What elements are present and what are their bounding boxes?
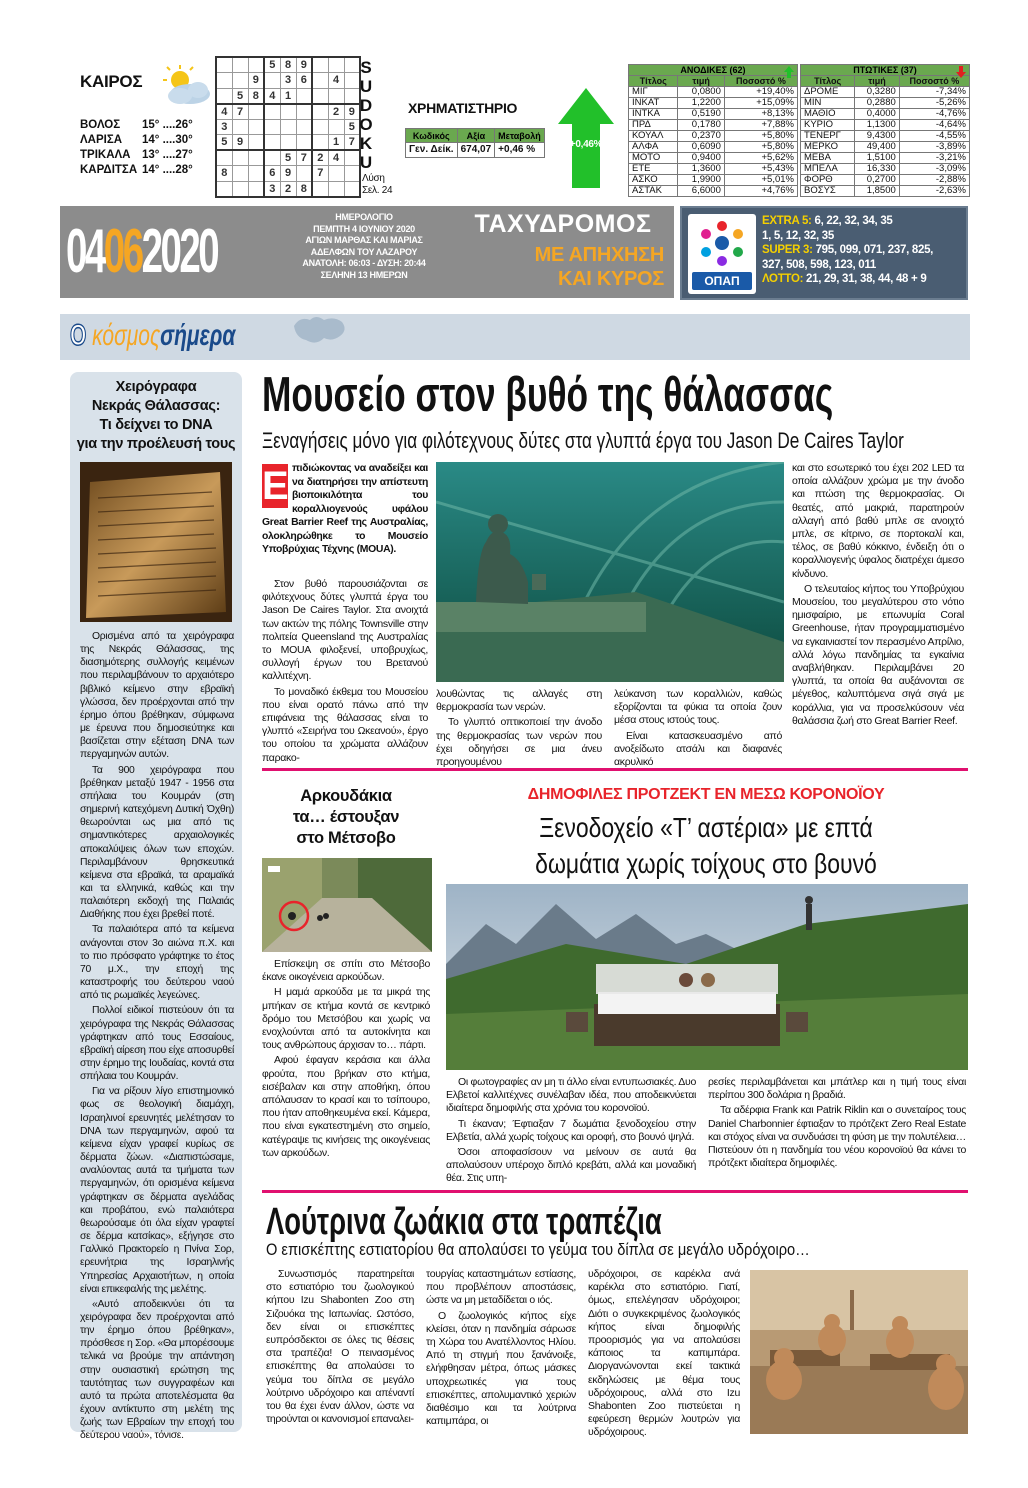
sudoku-cell	[312, 135, 328, 151]
section-divider	[262, 768, 968, 771]
paragraph: Πολλοί ειδικοί πιστεύουν ότι τα χειρόγραφα της Νεκράς Θάλασσας γράφτηκαν από τους Εσσαίους, εβραϊκή αίρεση που είχε αποσυρθεί στην έρημο της Ιουδαίας, κοντά στα σπήλαια του Κουμράν.	[80, 1005, 234, 1083]
sudoku-cell	[216, 150, 232, 166]
gainers-table	[628, 64, 798, 197]
gainers-cell: 0,1780	[678, 120, 724, 131]
losers-cell: -3,09%	[899, 164, 969, 175]
paragraph: λεύκανση των κοραλλιών, καθώς εξορίζονται τα φύκια τα οποία ζουν μέσα στους ιστούς τους.	[614, 688, 782, 727]
section-title-o: Ο	[70, 319, 87, 352]
weather-city: ΚΑΡΔΙΤΣΑ	[80, 164, 138, 176]
losers-header: Ποσοστό %	[899, 76, 969, 87]
market-header: Αξία	[457, 129, 495, 143]
sudoku-cell: 5	[264, 57, 280, 73]
weather-city: ΒΟΛΟΣ	[80, 119, 121, 131]
paragraph: Στον βυθό παρουσιάζονται σε φιλότεχνους δύτες γλυπτά έργα του Jason De Caires Taylor. Στα ανοιχτά των ακτών της πόλης Townsville στην πολιτεία Queensland της Αυστραλίας το MOUA φιλοξενεί, υποβρυχίως, συλλογή έργων του Βρετανού καλλιτέχνη.	[262, 578, 428, 683]
open-air-hotel-bed-photo	[446, 884, 968, 1070]
gainers-cell: ΑΣΚΟ	[629, 175, 678, 186]
gainers-title: ΑΝΟΔΙΚΕΣ (62)	[629, 65, 798, 76]
losers-cell: -7,34%	[899, 87, 969, 98]
museum-col2	[436, 688, 602, 771]
table-row	[801, 153, 970, 164]
market-index-change: +0,46 %	[495, 143, 545, 158]
sudoku-solution-page: Σελ. 24	[362, 185, 393, 196]
sudoku-cell: 8	[248, 88, 264, 104]
sudoku-cell	[264, 150, 280, 166]
courier-box	[452, 206, 674, 298]
losers-cell: -4,55%	[899, 131, 969, 142]
sudoku-letter: D	[359, 96, 373, 115]
sudoku-word	[358, 58, 374, 172]
gainers-cell: +5,62%	[724, 153, 797, 164]
sudoku-cell	[312, 181, 328, 197]
title-line: στο Μέτσοβο	[296, 829, 396, 847]
sudoku-cell: 8	[216, 166, 232, 182]
title-line: για την προέλευσή τους	[76, 436, 236, 452]
sudoku-cell	[248, 150, 264, 166]
losers-cell: 49,400	[855, 142, 900, 153]
weather-list	[80, 118, 215, 178]
weather-temp: 14° ....30°	[142, 134, 193, 146]
table-row	[801, 164, 970, 175]
sudoku-cell: 7	[296, 150, 312, 166]
title-line: ΣΕΛΗΝΗ 13 ΗΜΕΡΩΝ	[320, 269, 408, 280]
paragraph: Η μαμά αρκούδα με τα μικρά της μπήκαν σε κτήμα κοντά σε κεντρικό δρόμο του Μετσόβου και χωρίς να ενοχλούνται από τα αυτοκίνητα και τους ανθρώπους άρχισαν το… πάρτι.	[262, 986, 430, 1052]
paragraph: Τα 900 χειρόγραφα που βρέθηκαν μεταξύ 1947 - 1956 στα σπήλαια του Κουμράν (στη σημερινή κατεχόμενη Δυτική Όχθη) θεωρούνται ως μια από τις σημαντικότερες αρχαιολογικές αποκαλύψεις όλων των εποχών. Περιλαμβάνουν θρησκευτικά κείμενα στα εβραϊκά, τα αραμαϊκά και τα ελληνικά, καθώς και την παλαιότερη εκδοχή της Παλαιάς Διαθήκης που έχει βρεθεί ποτέ.	[80, 764, 234, 921]
sudoku-cell: 7	[312, 166, 328, 182]
gainers-cell: 0,0800	[678, 87, 724, 98]
super3-numbers: 795, 099, 071, 237, 825,	[815, 244, 934, 256]
sudoku-cell	[328, 166, 344, 182]
sudoku-cell	[232, 181, 248, 197]
losers-cell: -4,64%	[899, 120, 969, 131]
table-row	[629, 153, 798, 164]
sudoku-cell: 5	[344, 119, 360, 135]
sudoku-cell: 2	[280, 181, 296, 197]
losers-title: ΠΤΩΤΙΚΕΣ (37)	[801, 65, 970, 76]
losers-cell: ΜΕΒΑ	[801, 153, 855, 164]
table-row	[801, 87, 970, 98]
table-row	[629, 164, 798, 175]
weather-temp: 15° ....26°	[142, 119, 193, 131]
losers-cell: ΦΟΡΘ	[801, 175, 855, 186]
super3-label: SUPER 3:	[762, 244, 813, 256]
gainers-cell: ΜΟΤΟ	[629, 153, 678, 164]
sudoku-cell: 5	[232, 88, 248, 104]
market-change-label: +0,46%	[569, 139, 603, 150]
paragraph: Ο τελευταίος κήπος του Υποβρύχιου Μουσείου, του μεγαλύτερου στο νότιο ημισφαίριο, με επωνυμία Coral Greenhouse, ήταν προγραμματισμένο να εγκαινιαστεί τον περασμένο Απρίλιο, αλλά λόγω πανδημίας τα εγκαίνια αναβλήθηκαν. Περιλαμβάνει 20 γλυπτά, τα οποία θα αυξάνονται σε μέγεθος, καλυπτόμενα σιγά σιγά με κοράλλια, για να προσελκύσουν νέα θαλάσσια ζωή στο Great Barrier Reef.	[792, 582, 965, 727]
museum-lead	[262, 462, 428, 557]
losers-cell: 1,1300	[855, 120, 900, 131]
losers-cell: -5,26%	[899, 98, 969, 109]
sudoku-cell: 2	[312, 150, 328, 166]
sudoku-cell	[296, 166, 312, 182]
sudoku-cell	[216, 73, 232, 89]
sudoku-letter: U	[359, 77, 373, 96]
table-row	[629, 87, 798, 98]
sudoku-cell	[312, 73, 328, 89]
gainers-cell: +4,76%	[724, 186, 797, 197]
paragraph: Συνωστισμός παρατηρείται στο εστιατόριο του ζωολογικού κήπου Izu Shabonten Zoo στη Σιζουόκα της Ιαπωνίας. Ωστόσο, δεν είναι οι επισκέπτες ευπρόσδεκτοι σε όλες τις θέσεις στα τραπέζια! Ο πεινασμένος επισκέπτης θα απολαύσει το γεύμα του δίπλα σε μεγάλο λούτρινο υδρόχοιρο και απέναντί του θα έχει έναν άλλον, ώστε να τηρούνται οι κανονισμοί επαναλει-	[266, 1268, 414, 1426]
opap-box	[680, 206, 968, 300]
gainers-cell: ΙΝΚΑΤ	[629, 98, 678, 109]
sudoku-cell: 7	[232, 104, 248, 120]
sudoku-cell: 9	[296, 57, 312, 73]
dead-sea-scroll-photo	[80, 462, 232, 622]
sudoku-cell	[296, 135, 312, 151]
section-title-kosmos: κόσμος	[92, 319, 161, 352]
sudoku-cell	[280, 119, 296, 135]
table-row	[629, 109, 798, 120]
section-title	[70, 316, 235, 356]
sudoku-cell: 9	[344, 104, 360, 120]
lotto-numbers: 21, 29, 31, 38, 44, 48 + 9	[806, 273, 927, 285]
calendar-info	[284, 212, 444, 281]
sudoku-solution-label: Λύση	[362, 173, 385, 184]
sudoku-cell	[248, 57, 264, 73]
losers-cell: ΤΕΝΕΡΓ	[801, 131, 855, 142]
otters-subhead: Ο επισκέπτης εστιατορίου θα απολαύσει το γεύμα του δίπλα σε μεγάλο υδρόχοιρο…	[266, 1240, 810, 1259]
sudoku-cell	[296, 88, 312, 104]
sudoku-cell	[296, 104, 312, 120]
sudoku-cell	[328, 57, 344, 73]
bears-body	[262, 958, 430, 1162]
hotel-headline-2: δωμάτια χωρίς τοίχους στο βουνό	[535, 848, 877, 879]
paragraph: Τα παλαιότερα από τα κείμενα ανάγονται στον 3ο αιώνα π.Χ. και το πιο πρόσφατο γράφτηκε το έτος 70 μ.Χ., την εποχή της καταστροφής του δεύτερου ναού από τις ρωμαϊκές λεγεώνες.	[80, 924, 234, 1002]
sudoku-cell	[216, 181, 232, 197]
table-row	[801, 186, 970, 197]
paragraph: Ο ζωολογικός κήπος είχε κλείσει, όταν η πανδημία σάρωσε τη Χώρα του Ανατέλλοντος Ηλίου. Από τη στιγμή που ξανάνοιξε, ελήφθησαν μέτρα, όπως μάσκες υποχρεωτικές για τους επισκέπτες, απολυμαντικό χεριών διαθέσιμο και τα λούτρινα καπιμπάρα, οι	[426, 1309, 576, 1428]
gainers-header: Ποσοστό %	[724, 76, 797, 87]
sudoku-cell: 4	[328, 73, 344, 89]
otters-col2	[426, 1268, 576, 1430]
courier-line1: ΜΕ ΑΠΗΧΗΣΗ	[534, 244, 664, 266]
gainers-cell: +15,09%	[724, 98, 797, 109]
sudoku-cell	[248, 135, 264, 151]
gainers-cell: 1,2200	[678, 98, 724, 109]
paragraph: Οι φωτογραφίες αν μη τι άλλο είναι εντυπωσιακές. Δυο Ελβετοί καλλιτέχνες συνέλαβαν ιδέα, που αποδεικνύεται ιδιαίτερα δημοφιλής στα χρόνια του κορονοϊού.	[446, 1076, 696, 1115]
sudoku-cell: 9	[280, 166, 296, 182]
title-line: Χειρόγραφα	[115, 379, 197, 395]
table-row	[801, 142, 970, 153]
bears-photo	[262, 858, 432, 952]
sudoku-cell	[264, 119, 280, 135]
market-header: Κωδικός	[406, 129, 458, 143]
gainers-cell: +5,43%	[724, 164, 797, 175]
courier-title: ΤΑΧΥΔΡΟΜΟΣ	[474, 210, 652, 238]
extra5-label: EXTRA 5:	[762, 215, 812, 227]
losers-header: τιμή	[855, 76, 900, 87]
sudoku-cell	[312, 88, 328, 104]
sudoku-cell: 3	[216, 119, 232, 135]
table-row	[629, 131, 798, 142]
market-title: ΧΡΗΜΑΤΙΣΤΗΡΙΟ	[408, 100, 518, 116]
sudoku-cell	[264, 104, 280, 120]
hotel-col2	[708, 1076, 966, 1172]
table-row	[801, 175, 970, 186]
super3-numbers-2: 327, 508, 598, 123, 011	[762, 258, 876, 271]
sudoku-cell: 6	[264, 166, 280, 182]
weather-city: ΛΑΡΙΣΑ	[80, 134, 123, 146]
losers-cell: 0,3280	[855, 87, 900, 98]
sudoku-solution	[362, 173, 392, 197]
gainers-cell: ΙΝΤΚΑ	[629, 109, 678, 120]
paragraph: Αφού έφαγαν κεράσια και άλλα φρούτα, που βρήκαν στο κτήμα, εισέβαλαν και στην αποθήκη, όπου απόλαυσαν το κρασί και το τσίπουρο, που ήταν αποθηκευμένα εκεί. Κάμερα, που είναι εγκατεστημένη στο σημείο, κατέγραψε τις κινήσεις της οικογένειας των αρκούδων.	[262, 1054, 430, 1159]
paragraph: Επίσκεψη σε σπίτι στο Μέτσοβο έκανε οικογένεια αρκούδων.	[262, 958, 430, 984]
losers-cell: -3,21%	[899, 153, 969, 164]
paragraph: ρεσίες περιλαμβάνεται και μπάτλερ και η τιμή τους είναι περίπου 300 δολάρια η βραδιά.	[708, 1076, 966, 1102]
sudoku-letter: K	[359, 134, 373, 153]
underwater-statue-photo	[436, 462, 784, 682]
date-month: 06	[103, 217, 142, 286]
gainers-cell: +8,13%	[724, 109, 797, 120]
market-up-arrow-icon	[558, 88, 614, 188]
gainers-cell: ΚΟΥΑΛ	[629, 131, 678, 142]
table-row	[801, 120, 970, 131]
sudoku-cell: 2	[328, 104, 344, 120]
opap-logo-icon	[688, 216, 756, 272]
sudoku-cell: 5	[280, 150, 296, 166]
paragraph: τουργίας καταστημάτων εστίασης, που προβλέπουν αποστάσεις, ώστε να μη μεταδίδεται ο ιός.	[426, 1268, 576, 1307]
world-map-icon	[290, 312, 350, 348]
paragraph: Όσοι αποφασίσουν να μείνουν σε αυτά θα απολαύσουν υπέροχο διπλό κρεβάτι, αλλά και μοναδική θέα. Στις υπη-	[446, 1146, 696, 1185]
sudoku-cell: 4	[328, 150, 344, 166]
section-title-simera: σήμερα	[160, 319, 236, 352]
paragraph: Τα αδέρφια Frank και Patrik Riklin και ο συνεταίρος τους Daniel Charbonnier έφτιαξαν το πρότζεκτ Zero Real Estate και στόχος είναι να συνδυάσει τη φύση με την πολυτέλεια… Πιστεύουν ότι η πανδημία του νέου κορονοϊού θα κάνει το πρότζεκτ ιδιαίτερα δημοφιλές.	[708, 1104, 966, 1170]
losers-cell: 1,8500	[855, 186, 900, 197]
weather-box	[76, 62, 216, 182]
losers-cell: ΜΕΡΚΟ	[801, 142, 855, 153]
sudoku-cell	[232, 119, 248, 135]
losers-header: Τίτλος	[801, 76, 855, 87]
title-line: Τι δείχνει το DNA	[99, 417, 213, 433]
gainers-cell: ΜΙΓ	[629, 87, 678, 98]
museum-dropcap: Ε	[262, 464, 289, 508]
otters-headline: Λούτρινα ζωάκια στα τραπέζια	[266, 1201, 662, 1243]
title-line: Αρκουδάκια	[300, 787, 392, 805]
otters-col1	[266, 1268, 414, 1428]
title-line: Νεκράς Θάλασσας:	[91, 398, 221, 414]
table-row	[801, 131, 970, 142]
sudoku-cell	[328, 119, 344, 135]
title-line: ΑΝΑΤΟΛΗ: 06:03 - ΔΥΣΗ: 20:44	[302, 258, 426, 268]
section-divider-2	[262, 1190, 968, 1193]
losers-cell: 0,4000	[855, 109, 900, 120]
sudoku-cell	[248, 181, 264, 197]
hotel-kicker: ΔΗΜΟΦΙΛΕΣ ΠΡΟΤΖΕΚΤ ΕΝ ΜΕΣΩ ΚΟΡΟΝΟΪΟΥ	[527, 786, 885, 803]
market-index-name: Γεν. Δείκ.	[406, 143, 458, 158]
title-line: ΠΕΜΠΤΗ 4 ΙΟΥΝΙΟΥ 2020	[313, 223, 415, 234]
table-row	[629, 120, 798, 131]
losers-cell: 16,330	[855, 164, 900, 175]
market-header: Μεταβολή	[495, 129, 545, 143]
losers-cell: ΜΙΝ	[801, 98, 855, 109]
sudoku-cell	[248, 119, 264, 135]
table-row	[801, 109, 970, 120]
sudoku-cell	[312, 119, 328, 135]
date-day: 04	[66, 217, 104, 286]
losers-cell: ΔΡΟΜΕ	[801, 87, 855, 98]
losers-cell: 0,2700	[855, 175, 900, 186]
museum-col4	[792, 462, 964, 730]
gainers-cell: 0,5190	[678, 109, 724, 120]
sudoku-cell: 5	[216, 135, 232, 151]
losers-cell: 1,5100	[855, 153, 900, 164]
paragraph: υδρόχοιροι, σε καρέκλα ανά καρέκλα στο εστιατόριο. Γιατί, όμως, επελέγησαν υδρόχοιροι; Διότι ο συγκεκριμένος ζωολογικός κήπος είναι δημοφιλής προορισμός για να απολαύσει κάποιος τα καπιμπάρα. Διοργανώνονται εκεί τακτικά εκδηλώσεις με θέμα τους υδρόχοιρους, αλλά στο Izu Shabonten Zoo πιστεύεται η εφεύρεση θερμών λουτρών για υδρόχοιρους.	[588, 1268, 740, 1439]
gainers-cell: +7,88%	[724, 120, 797, 131]
opap-results	[762, 214, 933, 287]
weather-city: ΤΡΙΚΑΛΑ	[80, 149, 131, 161]
gainers-header: Τίτλος	[629, 76, 678, 87]
otters-col3	[588, 1268, 740, 1442]
sudoku-cell: 3	[280, 73, 296, 89]
gainers-cell: +5,80%	[724, 131, 797, 142]
paragraph: Τι έκαναν; Έφτιαξαν 7 δωμάτια ξενοδοχείου στην Ελβετία, αλλά χωρίς τοίχους και οροφή, στο βουνό ψηλά.	[446, 1117, 696, 1143]
opap-logo-text: ΟΠΑΠ	[692, 272, 752, 290]
sudoku-cell	[264, 73, 280, 89]
sudoku-cell	[296, 119, 312, 135]
sudoku-cell	[280, 135, 296, 151]
museum-subhead: Ξεναγήσεις μόνο για φιλότεχνους δύτες στα γλυπτά έργα του Jason De Caires Taylor	[262, 428, 904, 453]
table-row	[629, 175, 798, 186]
sudoku-cell	[216, 57, 232, 73]
losers-cell: -4,76%	[899, 109, 969, 120]
sudoku-cell: 3	[264, 181, 280, 197]
title-line: τα… έστουξαν	[292, 808, 400, 826]
gainers-cell: 0,9400	[678, 153, 724, 164]
sudoku-cell: 6	[296, 73, 312, 89]
gainers-cell: 0,2370	[678, 131, 724, 142]
paragraph: Για να ρίξουν λίγο επιστημονικό φως σε θεολογική διαμάχη, Ισραηλινοί ερευνητές μελέτησαν το DNA των περγαμηνών, αφού τα κείμενα είχαν γραφεί κυρίως σε δέρματα ζώων. «Διαπιστώσαμε, αναλύοντας αυτά τα τμήματα των περγαμηνών, ότι ορισμένα κείμενα γράφτηκαν σε δέρματα αγελάδας και προβάτου, ενώ παλαιότερα θεωρούσαμε ότι όλα είχαν γραφτεί σε δέρμα κατσίκας», εξήγησε στο Γαλλικό Πρακτορείο η Πνίνα Σορ, ερευνήτρια της Ισραηλινής Υπηρεσίας Αρχαιοτήτων, η οποία είναι επικεφαλής της μελέτης.	[80, 1086, 234, 1295]
gainers-cell: +5,01%	[724, 175, 797, 186]
losers-cell: 9,4300	[855, 131, 900, 142]
courier-line2: ΚΑΙ ΚΥΡΟΣ	[558, 268, 664, 290]
opap-logo	[688, 214, 756, 294]
hotel-headline-1: Ξενοδοχείο «Τ’ αστέρια» με επτά	[539, 812, 873, 843]
sudoku-cell: 1	[280, 88, 296, 104]
hotel-col1	[446, 1076, 696, 1188]
sudoku-cell	[344, 181, 360, 197]
losers-cell: ΒΟΣΥΣ	[801, 186, 855, 197]
sudoku-cell	[328, 181, 344, 197]
sudoku-cell: 8	[296, 181, 312, 197]
gainers-cell: ΑΛΦΑ	[629, 142, 678, 153]
losers-cell: ΜΠΕΛΑ	[801, 164, 855, 175]
gainers-header: τιμή	[678, 76, 724, 87]
sudoku-cell: 9	[248, 73, 264, 89]
table-row	[801, 98, 970, 109]
title-line: ΑΓΙΩΝ ΜΑΡΘΑΣ ΚΑΙ ΜΑΡΙΑΣ	[305, 235, 423, 245]
sudoku-cell: 4	[264, 88, 280, 104]
weather-title: ΚΑΙΡΟΣ	[80, 72, 143, 91]
sudoku-cell	[232, 150, 248, 166]
sidebar-body	[80, 630, 234, 1445]
losers-cell: 0,2880	[855, 98, 900, 109]
museum-lead-text: πιδιώκοντας να αναδείξει και να διατηρήσει την απίστευτη βιοποικιλότητα του κοραλλιογενούς υφάλου Great Barrier Reef της Αυστραλίας, ολοκληρώθηκε το Μουσείο Υποβρύχιας Τέχνης (MOUA).	[262, 463, 428, 555]
sudoku-cell	[248, 166, 264, 182]
sudoku-letter: U	[359, 153, 373, 172]
gainers-cell: +5,80%	[724, 142, 797, 153]
market-index-value: 674,07	[457, 143, 495, 158]
losers-table	[800, 64, 970, 197]
table-row	[629, 186, 798, 197]
paragraph: «Αυτό αποδεικνύει ότι τα χειρόγραφα δεν προέρχονται από την έρημο όπου βρέθηκαν», πρόσθεσε η Σορ. «Θα μπορέσουμε τελικά να βρούμε την απάντηση στην ουσιαστική ερώτηση της ταυτότητας των συγγραφέων και αυτό τα πρώτα αποτελέσματα θα έχουν αντίκτυπο στη μελέτη της ζωής των Εβραίων την εποχή του δεύτερου ναού», τόνισε.	[80, 1298, 234, 1442]
title-line: ΑΔΕΛΦΩΝ ΤΟΥ ΛΑΖΑΡΟΥ	[310, 246, 418, 257]
gainers-cell: ΑΣΤΑΚ	[629, 186, 678, 197]
paragraph: Το γλυπτό οπτικοποιεί την άνοδο της θερμοκρασίας των νερών που έχει οδηγήσει σε μια άνευ προηγουμένου	[436, 716, 602, 769]
date-display	[66, 210, 217, 294]
sudoku-cell	[216, 88, 232, 104]
sudoku-cell	[312, 57, 328, 73]
extra5-numbers-2: 1, 5, 12, 32, 35	[762, 229, 834, 242]
gainers-cell: +19,40%	[724, 87, 797, 98]
extra5-numbers: 6, 22, 32, 34, 35	[814, 215, 893, 227]
losers-down-icon	[956, 66, 966, 78]
losers-cell: -2,88%	[899, 175, 969, 186]
sudoku-cell: 7	[344, 135, 360, 151]
losers-cell: ΜΑΘΙΟ	[801, 109, 855, 120]
gainers-cell: 6,6000	[678, 186, 724, 197]
paragraph: Ορισμένα από τα χειρόγραφα της Νεκράς Θάλασσας, της διασημότερης συλλογής κειμένων που περιλαμβάνουν το αρχαιότερο βιβλικό κείμενο στην εβραϊκή γλώσσα, δεν προέρχονται από την έρημο όπου βρέθηκαν, σύμφωνα με έρευνα που δημοσιεύτηκε και βασίζεται στην εξέταση DNA των περγαμηνών αυτών.	[80, 631, 234, 761]
gainers-cell: ΠΡΔ	[629, 120, 678, 131]
sudoku-letter: S	[360, 58, 372, 77]
museum-headline: Μουσείο στον βυθό της θάλασσας	[262, 368, 834, 422]
sudoku-cell	[232, 73, 248, 89]
paragraph: Είναι κατασκευασμένο από ανοξείδωτο ατσάλι και διαφανές ακρυλικό	[614, 729, 782, 769]
gainers-up-icon	[784, 66, 794, 78]
weather-icon	[158, 64, 214, 110]
gainers-cell: 1,3600	[678, 164, 724, 175]
paragraph: και στο εσωτερικό του έχει 202 LED τα οποία αλλάζουν χρώμα με την άνοδο και πτώση της θερμοκρασίας. Οι θεατές, από μακριά, παρατηρούν αλλαγή από βαθύ μπλε σε ανοιχτό μπλε, σε κίτρινο, σε πορτοκαλί και, τέλος, σε βαθύ κόκκινο, ένδειξη ότι ο κοραλλιογενής ύφαλος διατρέχει άμεσο κίνδυνο.	[792, 462, 964, 580]
capybara-restaurant-photo	[750, 1270, 968, 1434]
sudoku-cell	[248, 104, 264, 120]
losers-cell: -3,89%	[899, 142, 969, 153]
sudoku-letter: O	[359, 115, 373, 134]
museum-col3	[614, 688, 782, 771]
losers-cell: -2,63%	[899, 186, 969, 197]
sudoku-cell	[232, 166, 248, 182]
sudoku-grid	[215, 56, 361, 198]
paragraph: Το μοναδικό έκθεμα του Μουσείου που είναι ορατό πάνω από την επιφάνεια της θάλασσας είναι το γλυπτό «Σειρήνα του Ωκεανού», έργο του οποίου τα χρώματα αλλάζουν παρακο-	[262, 685, 428, 764]
paragraph: λουθώντας τις αλλαγές στη θερμοκρασία των νερών.	[436, 688, 602, 714]
gainers-cell: ΕΤΕ	[629, 164, 678, 175]
museum-col1	[262, 578, 428, 767]
sudoku-cell: 1	[328, 135, 344, 151]
sudoku-cell	[280, 104, 296, 120]
sudoku-cell: 9	[232, 135, 248, 151]
sidebar-title	[76, 378, 236, 454]
sudoku-cell: 8	[280, 57, 296, 73]
table-row	[629, 98, 798, 109]
sudoku-cell	[232, 57, 248, 73]
bears-title	[262, 786, 430, 849]
date-year: 2020	[141, 217, 218, 286]
sudoku-cell	[264, 135, 280, 151]
market-index-table	[405, 128, 545, 158]
gainers-cell: 1,9900	[678, 175, 724, 186]
losers-cell: ΚΥΡΙΟ	[801, 120, 855, 131]
sudoku-cell	[328, 88, 344, 104]
sudoku-cell: 4	[216, 104, 232, 120]
weather-temp: 13° ....27°	[142, 149, 193, 161]
sudoku-cell	[312, 104, 328, 120]
weather-temp: 14° ....28°	[142, 164, 193, 176]
title-line: ΗΜΕΡΟΛΟΓΙΟ	[335, 212, 393, 222]
table-row	[629, 142, 798, 153]
gainers-cell: 0,6090	[678, 142, 724, 153]
lotto-label: ΛΟΤΤΟ:	[762, 273, 804, 285]
